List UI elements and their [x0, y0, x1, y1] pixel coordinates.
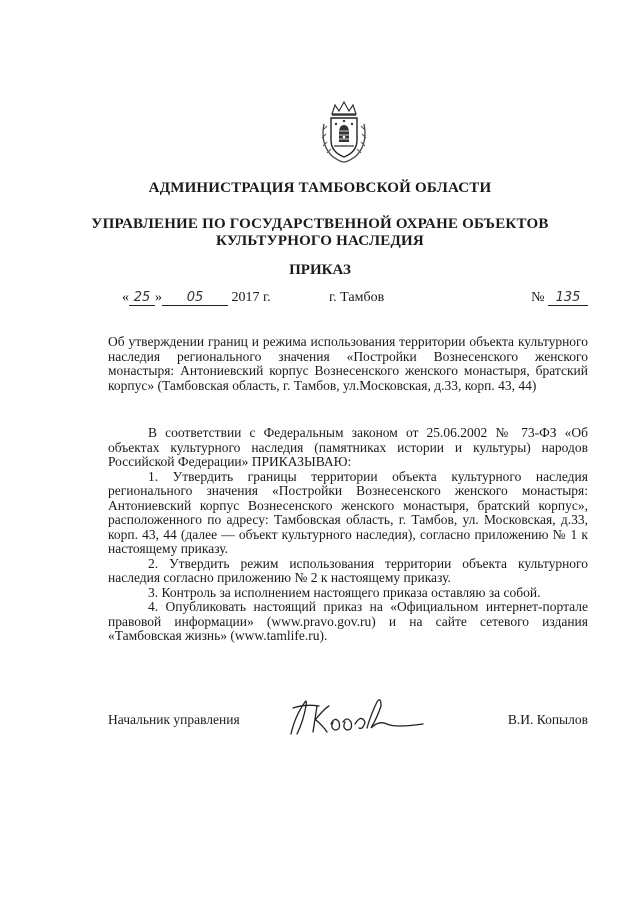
signature-block [108, 708, 588, 748]
department-name-line1: УПРАВЛЕНИЕ ПО ГОСУДАРСТВЕННОЙ ОХРАНЕ ОБЪЕКТОВ [91, 216, 549, 232]
number-value: 135 [548, 291, 588, 306]
city: г. Тамбов [329, 290, 385, 305]
order-body [108, 426, 588, 644]
quote-close: » [155, 290, 162, 305]
quote-open: « [122, 290, 129, 305]
order-subject: Об утверждении границ и режима использования территории объекта культурного наследия регионального значения «Постройки Вознесенского женского монастыря: Антониевский корпус Вознесенского женского монастыря, братский корпус» (Тамбовская область, г. Тамбов, ул.Московская, д.33, корп. 43, 44) [108, 334, 588, 393]
signatory-position: Начальник управления [108, 712, 240, 727]
department-name-line2: КУЛЬТУРНОГО НАСЛЕДИЯ [216, 233, 424, 249]
order-date [122, 290, 271, 306]
coat-of-arms-icon [318, 100, 370, 164]
date-month: 05 [162, 291, 228, 306]
clause-1: 1. Утвердить границы территории объекта культурного наследия регионального значения «Постройки Вознесенского женского монастыря: Антониевский корпус Вознесенского женского монастыря, братский корпус», расположенного по адресу: Тамбовская область, г. Тамбов, ул. Московская, д.33, корп. 43, 44 (далее — объект культурного наследия), согласно приложению № 1 к настоящему приказу. [108, 468, 588, 556]
handwritten-signature [283, 694, 433, 740]
department-name [0, 216, 640, 250]
organization-name: АДМИНИСТРАЦИЯ ТАМБОВСКОЙ ОБЛАСТИ [148, 180, 492, 196]
preamble-paragraph: В соответствии с Федеральным законом от 25.06.2002 № 73-ФЗ «Об объектах культурного наследия (памятниках истории и культуры) народов Российской Федерации» ПРИКАЗЫВАЮ: [108, 425, 588, 469]
clause-3: 3. Контроль за исполнением настоящего приказа оставляю за собой. [148, 584, 541, 600]
signatory-name: В.И. Копылов [507, 712, 588, 727]
clause-2: 2. Утвердить режим использования территории объекта культурного наследия согласно приложению № 2 к настоящему приказу. [108, 555, 588, 585]
date-day: 25 [129, 291, 155, 306]
date-year: 2017 г. [231, 290, 271, 305]
document-type: ПРИКАЗ [289, 262, 351, 278]
order-number [531, 290, 588, 306]
date-number-line [122, 290, 592, 310]
number-label: № [531, 290, 545, 305]
clause-4: 4. Опубликовать настоящий приказ на «Официальном интернет-портале правовой информации» (www.pravo.gov.ru) и на сайте сетевого издания «Тамбовская жизнь» (www.tamlife.ru). [108, 599, 588, 643]
